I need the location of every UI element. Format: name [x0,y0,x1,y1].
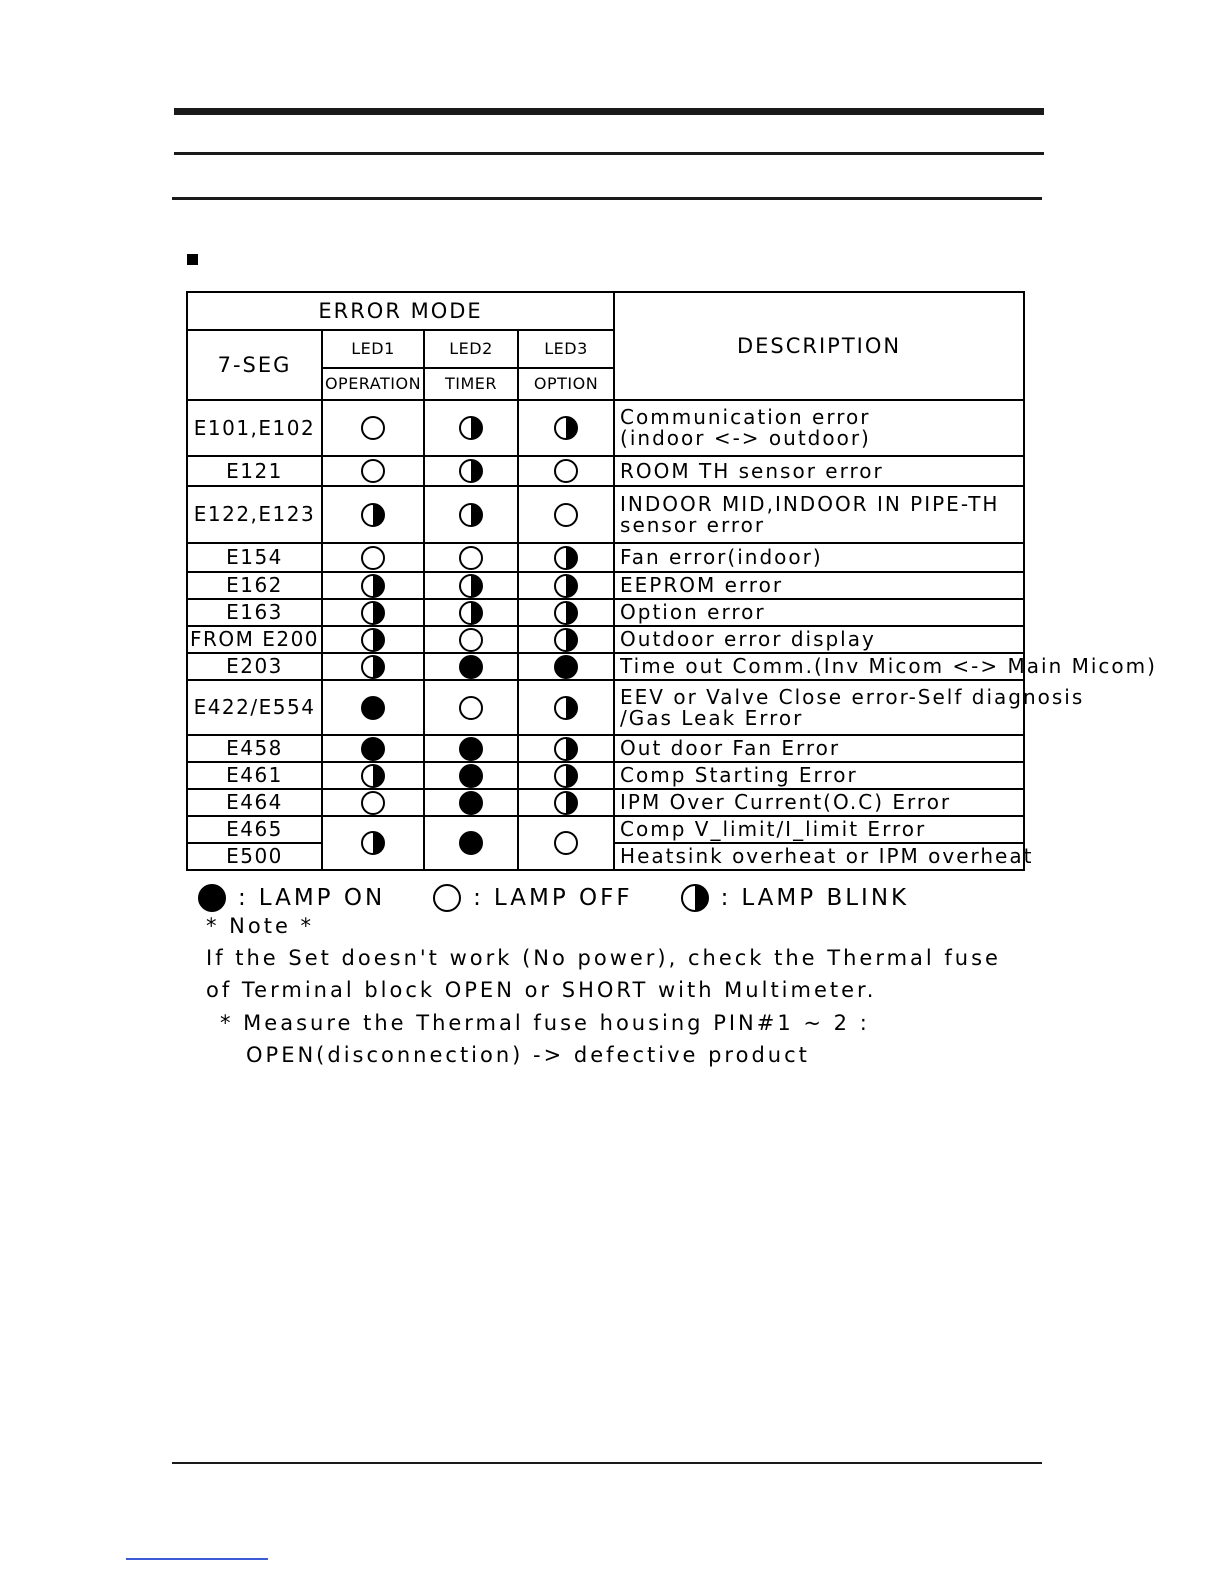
lamp-blink-icon [554,601,578,625]
error-description: Fan error(indoor) [614,543,1024,572]
legend-off-label: LAMP OFF [493,885,633,911]
error-description: Outdoor error display [614,626,1024,653]
lamp-blink-icon [459,503,483,527]
table-row [187,680,1024,735]
table-row [187,572,1024,599]
error-code: E458 [187,735,322,762]
note-text: If the Set doesn't work (No power), check the Thermal fuse [206,946,1001,970]
led3-subheader: OPTION [518,368,614,400]
lamp-blink-icon [361,831,385,855]
error-description: INDOOR MID,INDOOR IN PIPE-TH sensor error [614,486,1024,543]
header-rule-thick [174,108,1044,115]
lamp-on-icon [459,737,483,761]
footer-link-underline [126,1558,268,1560]
legend-separator: : [720,885,732,911]
lamp-on-icon [459,764,483,788]
error-description: Out door Fan Error [614,735,1024,762]
led1-header: LED1 [322,330,424,368]
lamp-blink-icon [554,546,578,570]
error-code: E465 [187,816,322,843]
error-code: E163 [187,599,322,626]
led2-subheader: TIMER [424,368,518,400]
lamp-blink-icon [361,503,385,527]
led3-header: LED3 [518,330,614,368]
error-description: Comp V_limit/I_limit Error [614,816,1024,843]
error-code: E203 [187,653,322,680]
lamp-on-icon [459,831,483,855]
lamp-blink-icon [459,459,483,483]
table-row [187,653,1024,680]
lamp-off-icon [459,546,483,570]
error-mode-table [186,291,1157,871]
led1-subheader: OPERATION [322,368,424,400]
error-code: E422/E554 [187,680,322,735]
error-code: E122,E123 [187,486,322,543]
header-rule-lower [172,197,1042,200]
lamp-blink-icon [554,764,578,788]
error-description: Comp Starting Error [614,762,1024,789]
lamp-on-icon [361,737,385,761]
description-header: DESCRIPTION [614,292,1024,400]
lamp-blink-icon [459,601,483,625]
error-code: E154 [187,543,322,572]
lamp-blink-icon [361,764,385,788]
legend-separator: : [238,885,249,911]
lamp-off-icon [459,628,483,652]
lamp-blink-icon [554,628,578,652]
lamp-blink-icon [459,416,483,440]
error-code: E464 [187,789,322,816]
table-row [187,735,1024,762]
lamp-blink-icon [459,574,483,598]
table-row [187,599,1024,626]
lamp-off-icon [361,546,385,570]
lamp-blink-icon [361,655,385,679]
lamp-on-icon [459,791,483,815]
table-row [187,456,1024,486]
error-description: Option error [614,599,1024,626]
error-code: E162 [187,572,322,599]
table-row [187,543,1024,572]
lamp-off-icon [361,416,385,440]
error-description: ROOM TH sensor error [614,456,1024,486]
table-row [187,400,1024,456]
lamp-blink-icon [554,574,578,598]
table-row [187,816,1024,843]
error-description: IPM Over Current(O.C) Error [614,789,1024,816]
legend-on-label: LAMP ON [258,885,386,911]
error-description: EEPROM error [614,572,1024,599]
lamp-off-icon [433,884,461,912]
header-rule-middle [174,152,1044,155]
lamp-on-icon [361,696,385,720]
lamp-on-icon [198,884,226,912]
lamp-off-icon [554,831,578,855]
lamp-blink-icon [361,601,385,625]
error-mode-header: ERROR MODE [187,292,614,330]
table-row [187,486,1024,543]
lamp-blink-icon [361,628,385,652]
lamp-blink-icon [554,416,578,440]
lamp-blink-icon [554,737,578,761]
error-description: Communication error (indoor <-> outdoor) [614,400,1024,456]
lamp-blink-icon [554,696,578,720]
error-description: Heatsink overheat or IPM overheat [614,843,1024,870]
lamp-on-icon [459,655,483,679]
legend-separator: : [473,885,484,911]
note-text: * Measure the Thermal fuse housing PIN#1 ~ 2 : [220,1011,870,1035]
lamp-legend [198,880,909,916]
lamp-off-icon [554,503,578,527]
lamp-blink-icon [681,884,709,912]
seg-header: 7-SEG [187,330,322,400]
note-text: of Terminal block OPEN or SHORT with Multimeter. [206,978,877,1002]
footer-rule [172,1462,1042,1464]
lamp-on-icon [554,655,578,679]
table-row [187,789,1024,816]
error-code: E101,E102 [187,400,322,456]
lamp-off-icon [459,696,483,720]
error-description: EEV or Valve Close error-Self diagnosis /Gas Leak Error [614,680,1024,735]
legend-blink-label: LAMP BLINK [741,885,910,911]
led2-header: LED2 [424,330,518,368]
lamp-blink-icon [361,574,385,598]
table-row [187,626,1024,653]
table-row [187,762,1024,789]
lamp-off-icon [361,459,385,483]
error-code: E500 [187,843,322,870]
error-description: Time out Comm.(Inv Micom <-> Main Micom) [614,653,1024,680]
error-code: E121 [187,456,322,486]
lamp-blink-icon [554,791,578,815]
error-code: FROM E200 [187,626,322,653]
lamp-off-icon [361,791,385,815]
note-text: OPEN(disconnection) -> defective product [246,1043,810,1067]
lamp-off-icon [554,459,578,483]
error-code: E461 [187,762,322,789]
note-title: * Note * [206,914,315,938]
square-bullet-icon [187,254,198,265]
